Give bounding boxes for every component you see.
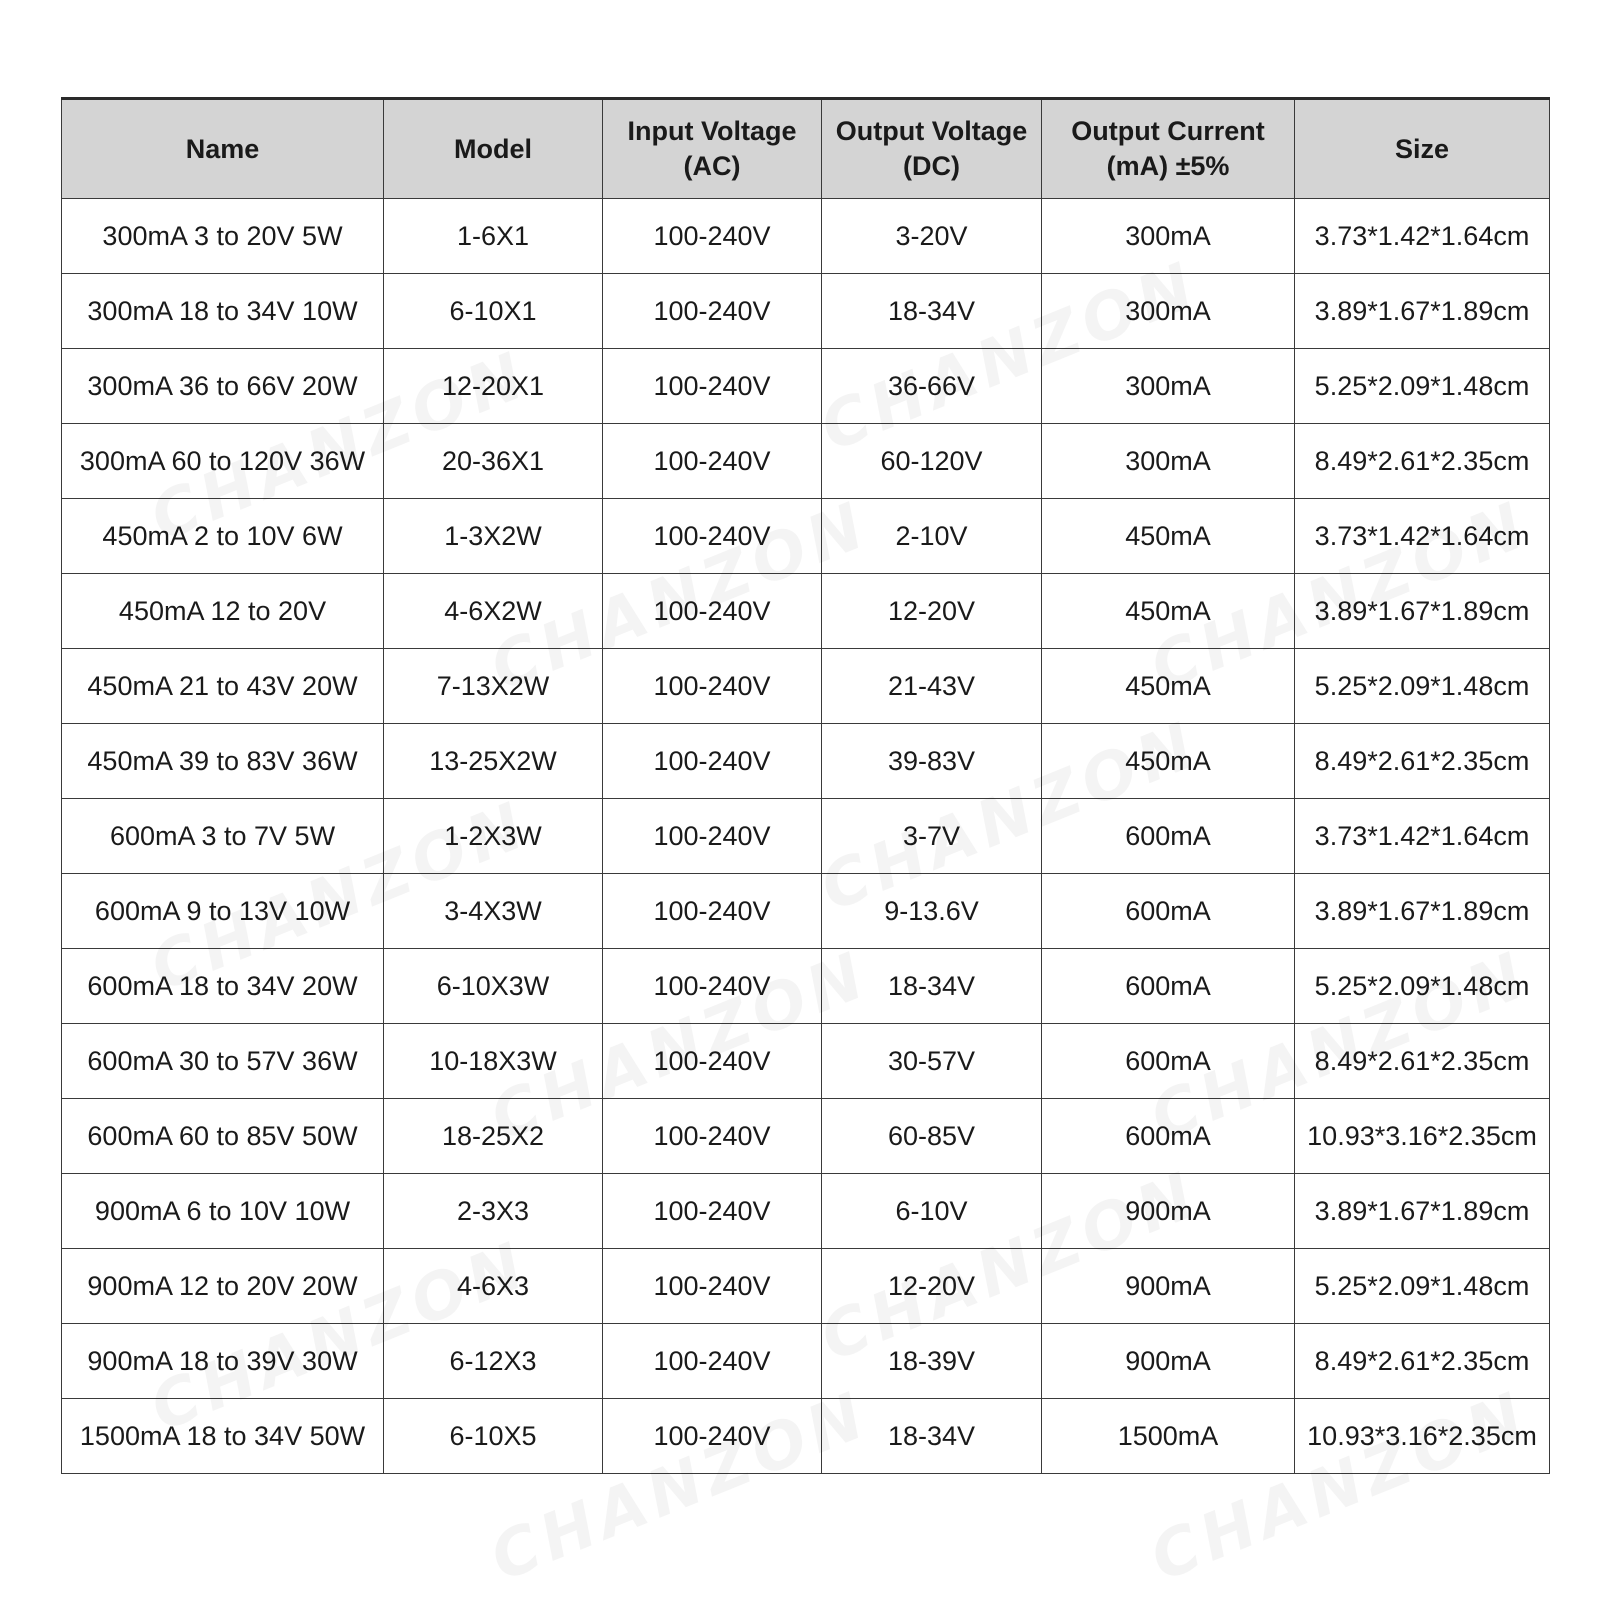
cell-model: 4-6X3 [384,1249,603,1324]
cell-name: 300mA 3 to 20V 5W [62,199,384,274]
cell-model: 6-10X1 [384,274,603,349]
cell-output-current: 300mA [1042,349,1295,424]
cell-input-voltage: 100-240V [603,799,822,874]
cell-input-voltage: 100-240V [603,724,822,799]
cell-name: 600mA 9 to 13V 10W [62,874,384,949]
cell-input-voltage: 100-240V [603,1399,822,1474]
table-row [62,799,1550,874]
cell-input-voltage: 100-240V [603,499,822,574]
cell-output-current: 600mA [1042,799,1295,874]
cell-output-current: 900mA [1042,1324,1295,1399]
cell-size: 8.49*2.61*2.35cm [1295,424,1550,499]
header-model: Model [384,99,603,199]
cell-name: 300mA 60 to 120V 36W [62,424,384,499]
cell-input-voltage: 100-240V [603,649,822,724]
cell-size: 8.49*2.61*2.35cm [1295,1024,1550,1099]
cell-name: 900mA 12 to 20V 20W [62,1249,384,1324]
cell-output-current: 900mA [1042,1174,1295,1249]
table-row [62,1399,1550,1474]
cell-output-current: 450mA [1042,574,1295,649]
cell-model: 4-6X2W [384,574,603,649]
table-row [62,499,1550,574]
table-body [62,199,1550,1474]
cell-model: 12-20X1 [384,349,603,424]
cell-input-voltage: 100-240V [603,274,822,349]
table-row [62,1324,1550,1399]
cell-model: 6-10X5 [384,1399,603,1474]
cell-output-current: 600mA [1042,949,1295,1024]
cell-model: 10-18X3W [384,1024,603,1099]
cell-size: 3.89*1.67*1.89cm [1295,274,1550,349]
cell-output-voltage: 12-20V [822,1249,1042,1324]
cell-size: 10.93*3.16*2.35cm [1295,1099,1550,1174]
cell-size: 5.25*2.09*1.48cm [1295,949,1550,1024]
cell-output-voltage: 30-57V [822,1024,1042,1099]
cell-input-voltage: 100-240V [603,424,822,499]
table-row [62,949,1550,1024]
cell-size: 3.89*1.67*1.89cm [1295,574,1550,649]
cell-model: 1-3X2W [384,499,603,574]
table-row [62,574,1550,649]
header-size: Size [1295,99,1550,199]
table-row [62,874,1550,949]
cell-name: 900mA 6 to 10V 10W [62,1174,384,1249]
cell-model: 1-6X1 [384,199,603,274]
cell-name: 450mA 39 to 83V 36W [62,724,384,799]
header-name: Name [62,99,384,199]
table-row [62,649,1550,724]
cell-input-voltage: 100-240V [603,199,822,274]
cell-size: 5.25*2.09*1.48cm [1295,1249,1550,1324]
table-row [62,199,1550,274]
header-output-current: Output Current (mA) ±5% [1042,99,1295,199]
cell-output-current: 600mA [1042,874,1295,949]
cell-output-current: 600mA [1042,1099,1295,1174]
cell-output-voltage: 3-20V [822,199,1042,274]
cell-output-voltage: 6-10V [822,1174,1042,1249]
cell-output-voltage: 12-20V [822,574,1042,649]
table-row [62,424,1550,499]
cell-name: 600mA 60 to 85V 50W [62,1099,384,1174]
cell-output-current: 450mA [1042,499,1295,574]
cell-output-voltage: 9-13.6V [822,874,1042,949]
header-output-voltage: Output Voltage (DC) [822,99,1042,199]
cell-output-voltage: 18-34V [822,1399,1042,1474]
table-header-row [62,99,1550,199]
led-driver-spec-table [61,97,1550,1474]
cell-name: 450mA 2 to 10V 6W [62,499,384,574]
table-row [62,724,1550,799]
cell-size: 3.73*1.42*1.64cm [1295,499,1550,574]
cell-output-current: 300mA [1042,274,1295,349]
cell-output-current: 900mA [1042,1249,1295,1324]
cell-output-current: 1500mA [1042,1399,1295,1474]
cell-input-voltage: 100-240V [603,349,822,424]
cell-size: 8.49*2.61*2.35cm [1295,1324,1550,1399]
cell-output-current: 600mA [1042,1024,1295,1099]
cell-output-voltage: 60-85V [822,1099,1042,1174]
cell-name: 450mA 21 to 43V 20W [62,649,384,724]
cell-input-voltage: 100-240V [603,1324,822,1399]
cell-model: 1-2X3W [384,799,603,874]
cell-input-voltage: 100-240V [603,574,822,649]
table-row [62,349,1550,424]
cell-model: 18-25X2 [384,1099,603,1174]
cell-size: 5.25*2.09*1.48cm [1295,349,1550,424]
table-row [62,1174,1550,1249]
cell-input-voltage: 100-240V [603,1249,822,1324]
cell-name: 600mA 30 to 57V 36W [62,1024,384,1099]
cell-size: 5.25*2.09*1.48cm [1295,649,1550,724]
cell-output-current: 450mA [1042,724,1295,799]
cell-output-voltage: 39-83V [822,724,1042,799]
cell-output-voltage: 36-66V [822,349,1042,424]
cell-name: 300mA 18 to 34V 10W [62,274,384,349]
table-row [62,1249,1550,1324]
cell-output-voltage: 3-7V [822,799,1042,874]
cell-output-voltage: 18-34V [822,274,1042,349]
cell-input-voltage: 100-240V [603,874,822,949]
table-row [62,1099,1550,1174]
cell-output-current: 300mA [1042,199,1295,274]
cell-name: 1500mA 18 to 34V 50W [62,1399,384,1474]
cell-model: 3-4X3W [384,874,603,949]
cell-model: 6-12X3 [384,1324,603,1399]
table-row [62,274,1550,349]
cell-output-current: 300mA [1042,424,1295,499]
cell-input-voltage: 100-240V [603,1174,822,1249]
table-row [62,1024,1550,1099]
cell-size: 3.89*1.67*1.89cm [1295,1174,1550,1249]
cell-size: 3.89*1.67*1.89cm [1295,874,1550,949]
cell-output-current: 450mA [1042,649,1295,724]
cell-input-voltage: 100-240V [603,1024,822,1099]
cell-size: 3.73*1.42*1.64cm [1295,199,1550,274]
cell-size: 3.73*1.42*1.64cm [1295,799,1550,874]
cell-model: 6-10X3W [384,949,603,1024]
cell-name: 600mA 3 to 7V 5W [62,799,384,874]
cell-model: 13-25X2W [384,724,603,799]
cell-size: 8.49*2.61*2.35cm [1295,724,1550,799]
cell-output-voltage: 18-34V [822,949,1042,1024]
cell-name: 450mA 12 to 20V [62,574,384,649]
cell-model: 7-13X2W [384,649,603,724]
cell-output-voltage: 60-120V [822,424,1042,499]
cell-name: 600mA 18 to 34V 20W [62,949,384,1024]
header-input-voltage: Input Voltage (AC) [603,99,822,199]
cell-output-voltage: 2-10V [822,499,1042,574]
cell-model: 20-36X1 [384,424,603,499]
cell-input-voltage: 100-240V [603,949,822,1024]
cell-output-voltage: 18-39V [822,1324,1042,1399]
cell-input-voltage: 100-240V [603,1099,822,1174]
cell-size: 10.93*3.16*2.35cm [1295,1399,1550,1474]
cell-output-voltage: 21-43V [822,649,1042,724]
cell-name: 900mA 18 to 39V 30W [62,1324,384,1399]
cell-name: 300mA 36 to 66V 20W [62,349,384,424]
cell-model: 2-3X3 [384,1174,603,1249]
